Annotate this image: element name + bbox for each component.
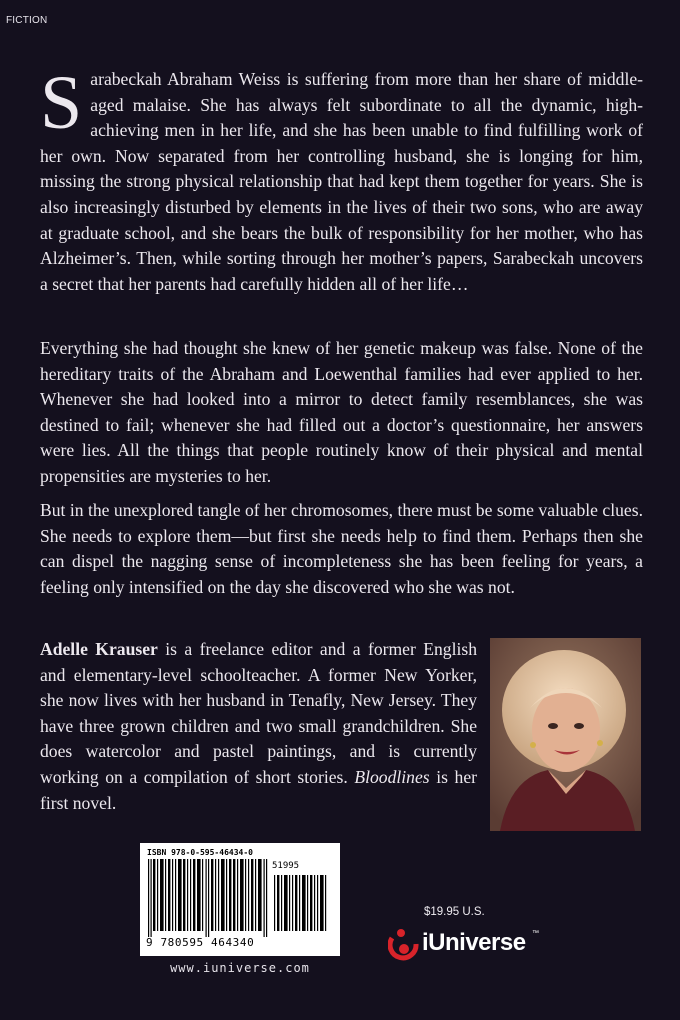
author-bio bbox=[40, 637, 477, 816]
blurb-paragraph-3: But in the unexplored tangle of her chromosomes, there must be some valuable clues. She needs to explore them—but first she needs help to find them. Perhaps then she can dispel the nagging sense of incompleteness she has been feeling for years, a feeling only intensified on the day she discovered who she was not. bbox=[40, 500, 643, 597]
genre-label: FICTION bbox=[6, 15, 48, 26]
isbn-label: ISBN 978-0-595-46434-0 bbox=[147, 848, 253, 857]
drop-cap: S bbox=[40, 61, 83, 145]
isbn-barcode bbox=[140, 843, 340, 956]
iuniverse-logo-icon bbox=[388, 928, 420, 962]
price: $19.95 U.S. bbox=[424, 906, 485, 918]
barcode-supplement bbox=[274, 875, 330, 931]
blurb-paragraph-2: Everything she had thought she knew of her genetic makeup was false. None of the hereditary traits of the Abraham and Loewenthal families had ever applied to her. Whenever she had looked into a mirror to detect family resemblances, she was destined to fail; whenever she had filled out a doctor’s questionnaire, her answers were lies. All the things that people routinely know of their physical and mental propensities are mysteries to her. bbox=[40, 338, 643, 486]
blurb-paragraph-1-text: arabeckah Abraham Weiss is suffering from more than her share of middle-aged malaise. She has always felt subordinate to all the dynamic, high-achieving men in her life, and she has been unable to find fulfilling work of her own. Now separated from her controlling husband, she is longing for him, missing the strong physical relationship that had kept them together for years. She is also increasingly disturbed by elements in the lives of their two sons, who are away at graduate school, and she bears the bulk of responsibility for her mother, who has Alzheimer’s. Then, while sorting through her mother’s papers, Sarabeckah uncovers a secret that her parents had carefully hidden all of her life… bbox=[40, 69, 643, 294]
isbn-digits: 9 780595 464340 bbox=[146, 936, 255, 949]
author-name: Adelle Krauser bbox=[40, 639, 158, 659]
author-bio-text: is a freelance editor and a former English and elementary-level schoolteacher. A former New Yorker, she now lives with her husband in Tenafly, New Jersey. They have three grown children and two small grandchildren. She does watercolor and pastel paintings, and is currently working on a compilation of short stories. bbox=[40, 639, 477, 787]
trademark-symbol: ™ bbox=[532, 930, 539, 937]
price-code: 51995 bbox=[272, 861, 300, 871]
publisher-logo bbox=[388, 928, 548, 962]
publisher-website: www.iuniverse.com bbox=[170, 961, 310, 975]
blurb-paragraph-1 bbox=[40, 61, 643, 297]
author-bio-end: is her first novel. bbox=[40, 766, 477, 813]
author-photo bbox=[490, 638, 641, 831]
publisher-name: iUniverse bbox=[422, 929, 526, 956]
book-title: Bloodlines bbox=[354, 766, 430, 787]
barcode-bars bbox=[148, 859, 270, 937]
